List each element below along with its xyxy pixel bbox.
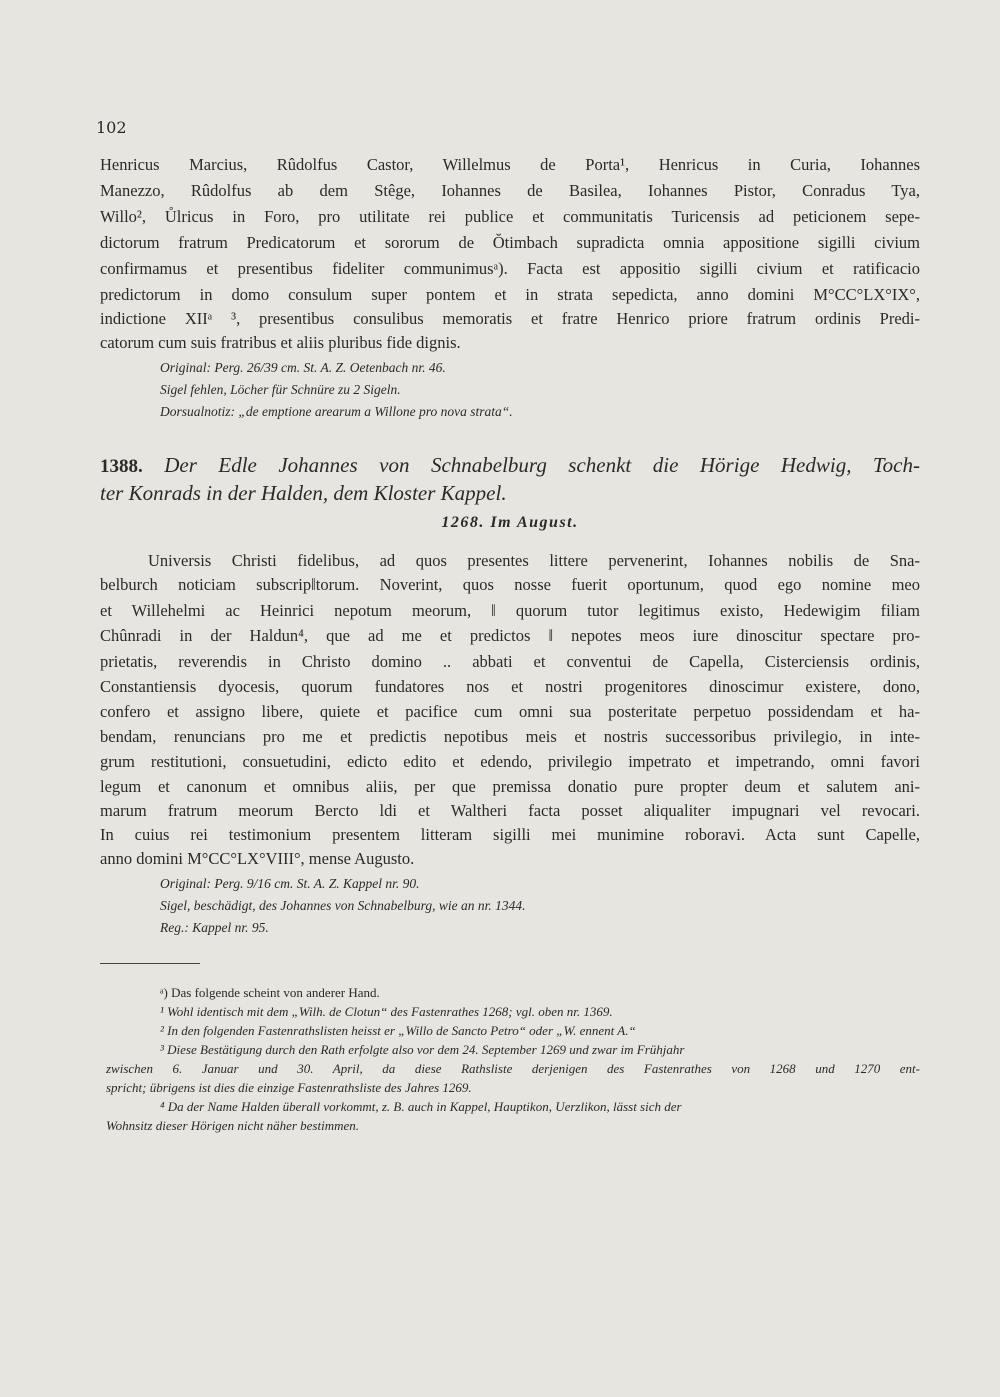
seal-note: Sigel, beschädigt, des Johannes von Schnabelburg, wie an nr. 1344.	[160, 898, 526, 913]
dorsal-note: Dorsualnotiz: „de emptione arearum a Willone pro nova strata“.	[160, 404, 513, 419]
text-line: grum restitutioni, consuetudini, edicto edito et edendo, privilegio impetrato et impetrando, omni favori	[100, 752, 920, 771]
heading-text: Der Edle Johannes von Schnabelburg schenkt die Hörige Hedwig, Toch-	[164, 453, 920, 477]
heading-text-cont: ter Konrads in der Halden, dem Kloster Kappel.	[100, 481, 507, 505]
text-line: bendam, renuncians pro me et predictis nepotibus meis et nostris successoribus privilegio, in inte-	[100, 727, 920, 746]
text-line: confirmamus et presentibus fideliter communimusᵃ). Facta est appositio sigilli civium et ratificacio	[100, 259, 920, 278]
text-line: confero et assigno libere, quiete et pacifice cum omni sua posteritate perpetuo possidendam et ha-	[100, 702, 920, 721]
document-number: 1388.	[100, 456, 143, 477]
text-line: anno domini M°CC°LX°VIII°, mense Augusto.	[100, 849, 415, 868]
page-number: 102	[96, 118, 127, 137]
text-line: Willo², Ůlricus in Foro, pro utilitate rei publice et communitatis Turicensis ad peticionem sepe-	[100, 207, 920, 226]
regest-note: Reg.: Kappel nr. 95.	[160, 920, 269, 935]
footnote: ² In den folgenden Fastenrathslisten heisst er „Willo de Sancto Petro“ oder „W. ennent A.“	[160, 1023, 636, 1038]
text-line: Universis Christi fidelibus, ad quos presentes littere pervenerint, Iohannes nobilis de Sna-	[148, 551, 920, 570]
footnote: ⁴ Da der Name Halden überall vorkommt, z. B. auch in Kappel, Hauptikon, Uerzlikon, lässt sich der	[160, 1099, 682, 1114]
text-line: predictorum in domo consulum super pontem et in strata sepedicta, anno domini M°CC°LX°IX°,	[100, 285, 920, 304]
seal-note: Sigel fehlen, Löcher für Schnüre zu 2 Sigeln.	[160, 382, 401, 397]
footnote-cont: Wohnsitz dieser Hörigen nicht näher bestimmen.	[106, 1118, 359, 1133]
source-note: Original: Perg. 9/16 cm. St. A. Z. Kappel nr. 90.	[160, 876, 420, 891]
footnote: ᵃ) Das folgende scheint von anderer Hand.	[160, 985, 380, 1000]
footnote-cont: zwischen 6. Januar und 30. April, da diese Rathsliste derjenigen des Fastenrathes von 1268 und 1270 ent-	[106, 1061, 920, 1076]
text-line: Henricus Marcius, Rûdolfus Castor, Willelmus de Porta¹, Henricus in Curia, Iohannes	[100, 155, 920, 174]
footnote-cont: spricht; übrigens ist dies die einzige Fastenrathsliste des Jahres 1269.	[106, 1080, 472, 1095]
document-date: 1268. Im August.	[441, 514, 579, 531]
footnote: ¹ Wohl identisch mit dem „Wilh. de Clotun“ des Fastenrathes 1268; vgl. oben nr. 1369.	[160, 1004, 613, 1019]
source-note: Original: Perg. 26/39 cm. St. A. Z. Oetenbach nr. 46.	[160, 360, 446, 375]
text-line: marum fratrum meorum Bercto ldi et Waltheri facta posset aliqualiter impugnari vel revocari.	[100, 801, 920, 820]
text-line: catorum cum suis fratribus et aliis pluribus fide dignis.	[100, 333, 461, 352]
text-line: dictorum fratrum Predicatorum et sororum de Ŏtimbach supradicta omnia appositione sigilli civium	[100, 233, 920, 252]
text-line: indictione XIIᵃ ³, presentibus consulibus memoratis et fratre Henrico priore fratrum ordinis Predi-	[100, 309, 920, 328]
text-line: Manezzo, Rûdolfus ab dem Stêge, Iohannes de Basilea, Iohannes Pistor, Conradus Tya,	[100, 181, 920, 200]
footnote: ³ Diese Bestätigung durch den Rath erfolgte also vor dem 24. September 1269 und zwar im Frühjahr	[160, 1042, 685, 1057]
text-line: In cuius rei testimonium presentem litteram sigilli mei munimine roboravi. Acta sunt Capelle,	[100, 825, 920, 844]
text-line: et Willehelmi ac Heinrici nepotum meorum, ‖ quorum tutor legitimus existo, Hedewigim filiam	[100, 601, 920, 620]
text-line: belburch noticiam subscrip‖torum. Noverint, quos nosse fuerit oportunum, quod ego nomine meo	[100, 575, 920, 594]
text-line: Chûnradi in der Haldun⁴, que ad me et predictos ‖ nepotes meos iure dinoscitur spectare pro-	[100, 626, 920, 645]
document-heading	[100, 450, 920, 480]
text-line: Constantiensis dyocesis, quorum fundatores nos et nostri progenitores dinoscimur existere, dono,	[100, 677, 920, 696]
text-line: legum et canonum et omnibus aliis, per que premissa donatio pure propter deum et salutem ani-	[100, 777, 920, 796]
text-line: prietatis, reverendis in Christo domino .. abbati et conventui de Capella, Cisterciensis ordinis,	[100, 652, 920, 671]
footnote-divider	[100, 963, 200, 964]
